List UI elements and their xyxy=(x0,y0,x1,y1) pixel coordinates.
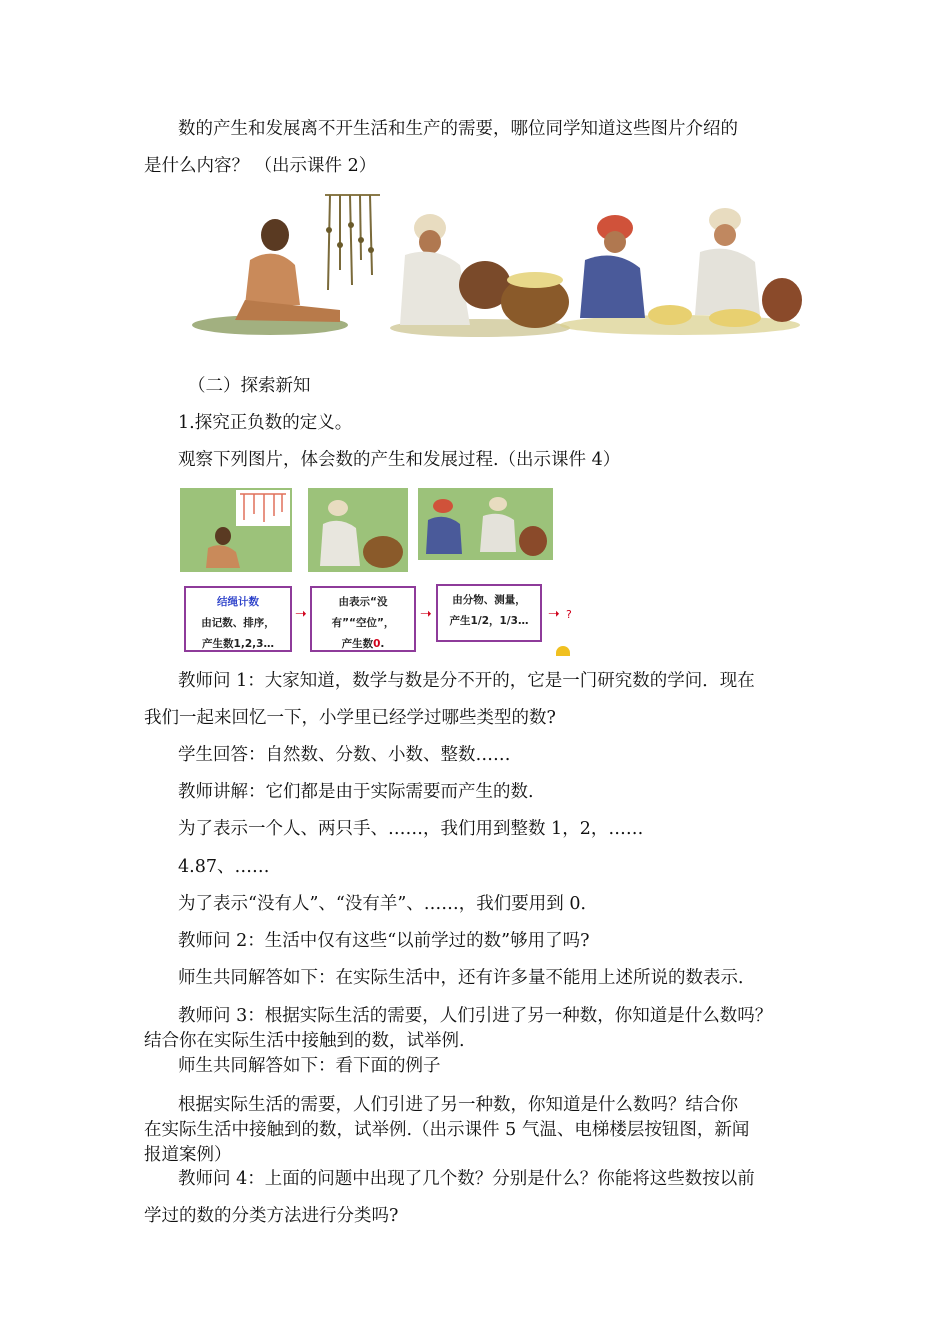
teacher-explanation: 教师讲解：它们都是由于实际需要而产生的数. xyxy=(178,782,534,802)
flow-box3-line1: 由分物、测量， xyxy=(452,594,526,606)
pot-scene xyxy=(390,214,570,337)
student-answer: 学生回答：自然数、分数、小数、整数…… xyxy=(178,745,511,765)
intro-paragraph-line2: 是什么内容？ （出示课件 2） xyxy=(144,156,377,176)
observe-instruction: 观察下列图片，体会数的产生和发展过程.（出示课件 4） xyxy=(178,450,621,470)
flow-box2-line1: 由表示“没 xyxy=(338,596,388,608)
flow-box1-title: 结绳计数 xyxy=(217,596,259,608)
example-paragraph-line1: 根据实际生活的需要，人们引进了另一种数，你知道是什么数吗？结合你 xyxy=(178,1095,738,1115)
flow-box-zero xyxy=(310,586,416,652)
sharing-scene xyxy=(560,208,802,335)
flow-box1-line3: 产生数1,2,3… xyxy=(202,638,274,650)
joint-answer-1: 师生共同解答如下：在实际生活中，还有许多量不能用上述所说的数表示． xyxy=(178,968,756,988)
flow-box2-line2: 有”“空位”， xyxy=(331,617,395,629)
flow-box1-line2: 由记数、排序， xyxy=(201,617,275,629)
flow-box-knot-counting xyxy=(184,586,292,652)
teacher-question-2: 教师问 2：生活中仅有这些“以前学过的数”够用了吗? xyxy=(178,931,590,951)
teacher-question-3-line2: 结合你在实际生活中接触到的数，试举例. xyxy=(144,1031,465,1051)
zero-statement: 为了表示“没有人”、“没有羊”、……，我们要用到 0． xyxy=(178,894,598,914)
courseware-slide xyxy=(178,486,578,658)
flow-box3-line2: 产生1/2，1/3… xyxy=(449,615,529,627)
joint-answer-2: 师生共同解答如下：看下面的例子 xyxy=(178,1056,441,1076)
intro-paragraph-line1: 数的产生和发展离不开生活和生产的需要，哪位同学知道这些图片介绍的 xyxy=(178,119,738,139)
teacher-question-1-line2: 我们一起来回忆一下，小学里已经学过哪些类型的数? xyxy=(144,708,556,728)
flow-arrow-3: ➝ xyxy=(548,606,560,622)
slide-pictures xyxy=(178,486,578,576)
flow-box-fractions xyxy=(436,584,542,642)
teacher-question-3-line1: 教师问 3：根据实际生活的需要，人们引进了另一种数，你知道是什么数吗？ xyxy=(178,1006,773,1026)
flow-arrow-2: ➝ xyxy=(420,606,432,622)
flow-box2-line3: 产生数0. xyxy=(341,638,385,650)
section-heading: （二）探索新知 xyxy=(188,376,311,396)
counting-history-illustration xyxy=(190,190,805,340)
slide-decoration-sun-icon xyxy=(556,646,570,656)
teacher-question-4-line1: 教师问 4：上面的问题中出现了几个数？分别是什么？你能将这些数按以前 xyxy=(178,1169,755,1189)
example-paragraph-line2: 在实际生活中接触到的数，试举例.（出示课件 5 气温、电梯楼层按钮图，新闻 xyxy=(144,1120,750,1140)
integers-statement: 为了表示一个人、两只手、……，我们用到整数 1，2，…… xyxy=(178,819,644,839)
flow-question-mark: ? xyxy=(566,608,572,621)
decimal-statement: 4.87、…… xyxy=(178,857,270,877)
knot-counting-scene xyxy=(192,195,380,335)
teacher-question-4-line2: 学过的数的分类方法进行分类吗? xyxy=(144,1206,399,1226)
example-paragraph-line3: 报道案例） xyxy=(144,1145,232,1165)
item-heading: 1.探究正负数的定义。 xyxy=(178,413,353,433)
teacher-question-1-line1: 教师问 1：大家知道，数学与数是分不开的，它是一门研究数的学问．现在 xyxy=(178,671,755,691)
flow-arrow-1: ➝ xyxy=(295,606,307,622)
